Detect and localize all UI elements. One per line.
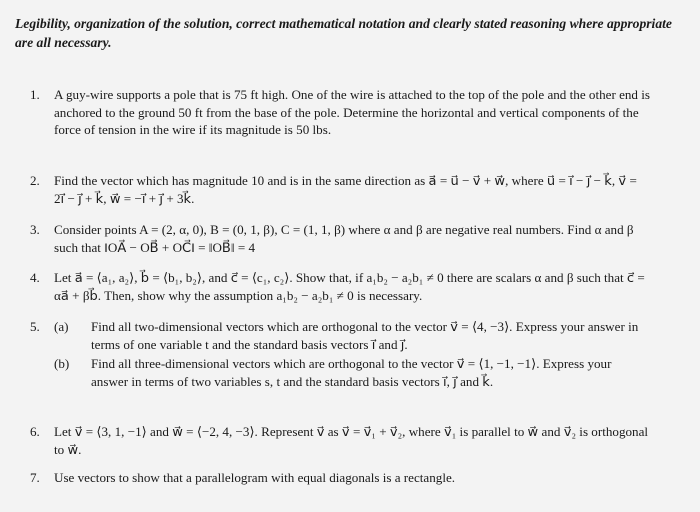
problem-text: Let a⃗ = ⟨a₁, a₂⟩, b⃗ = ⟨b₁, b₂⟩, and c⃗ = ⟨c₁, c₂⟩. Show that, if a₁b₂ − a₂b₁ ≠ 0 there are scalars α and β such that c⃗ = αa⃗ + βb⃗. Then, show why the assumption a₁b₂ − a₂b₁ ≠ 0 is necessary.: [54, 270, 645, 303]
problem-text: A guy-wire supports a pole that is 75 ft high. One of the wire is attached to the top of the pole and the other end is anchored to the ground 50 ft from the base of the pole. Determine the horizontal and vertical components of the force of tension in the wire if its magnitude is 50 lbs.: [54, 87, 650, 138]
problem-4: [30, 269, 650, 304]
instructions-header: Legibility, organization of the solution, correct mathematical notation and clearly stated reasoning where appropriate are all necessary.: [15, 16, 672, 50]
problem-number: 6.: [30, 424, 40, 439]
problem-part-b: [54, 355, 650, 390]
part-label: (b): [54, 356, 70, 372]
problem-part-a: [54, 318, 650, 353]
problem-1: [30, 86, 650, 139]
problem-text: Consider points A = (2, α, 0), B = (0, 1, β), C = (1, 1, β) where α and β are negative real numbers. Find α and β such that ‖OA⃗ − OB⃗ + OC⃗‖ = ‖OB⃗‖ = 4: [54, 222, 634, 255]
problem-text: Use vectors to show that a parallelogram with equal diagonals is a rectangle.: [54, 470, 456, 485]
part-label: (a): [54, 319, 69, 334]
problem-number: 1.: [30, 87, 40, 102]
problem-text: Find the vector which has magnitude 10 and is in the same direction as a⃗ = u⃗ − v⃗ + w⃗, where u⃗ = i⃗ − j⃗ − k⃗, v⃗ = 2i⃗ − j⃗ + k⃗, w⃗ = −i⃗ + j⃗ + 3k⃗.: [54, 173, 637, 206]
problem-3: [30, 221, 650, 256]
problem-5: [30, 318, 650, 390]
problem-number: 2.: [30, 173, 40, 188]
part-text: Find all three-dimensional vectors which are orthogonal to the vector v⃗ = ⟨1, −1, −1⟩. Express your answer in terms of two variables s, t and the standard basis vectors i⃗, j⃗ and k⃗.: [91, 356, 612, 389]
problem-7: [30, 469, 650, 487]
problem-number: 3.: [30, 222, 40, 237]
problem-2: [30, 172, 650, 207]
problem-number: 4.: [30, 270, 40, 285]
problem-6: [30, 423, 650, 458]
problem-text: Let v⃗ = ⟨3, 1, −1⟩ and w⃗ = ⟨−2, 4, −3⟩. Represent v⃗ as v⃗ = v⃗₁ + v⃗₂, where v⃗₁ is parallel to w⃗ and v⃗₂ is orthogonal to w⃗.: [54, 424, 649, 457]
problem-number: 5.: [30, 319, 40, 334]
problem-number: 7.: [30, 470, 40, 485]
part-text: Find all two-dimensional vectors which are orthogonal to the vector v⃗ = ⟨4, −3⟩. Express your answer in terms of one variable t and the standard basis vectors i⃗ and j⃗.: [91, 319, 639, 352]
